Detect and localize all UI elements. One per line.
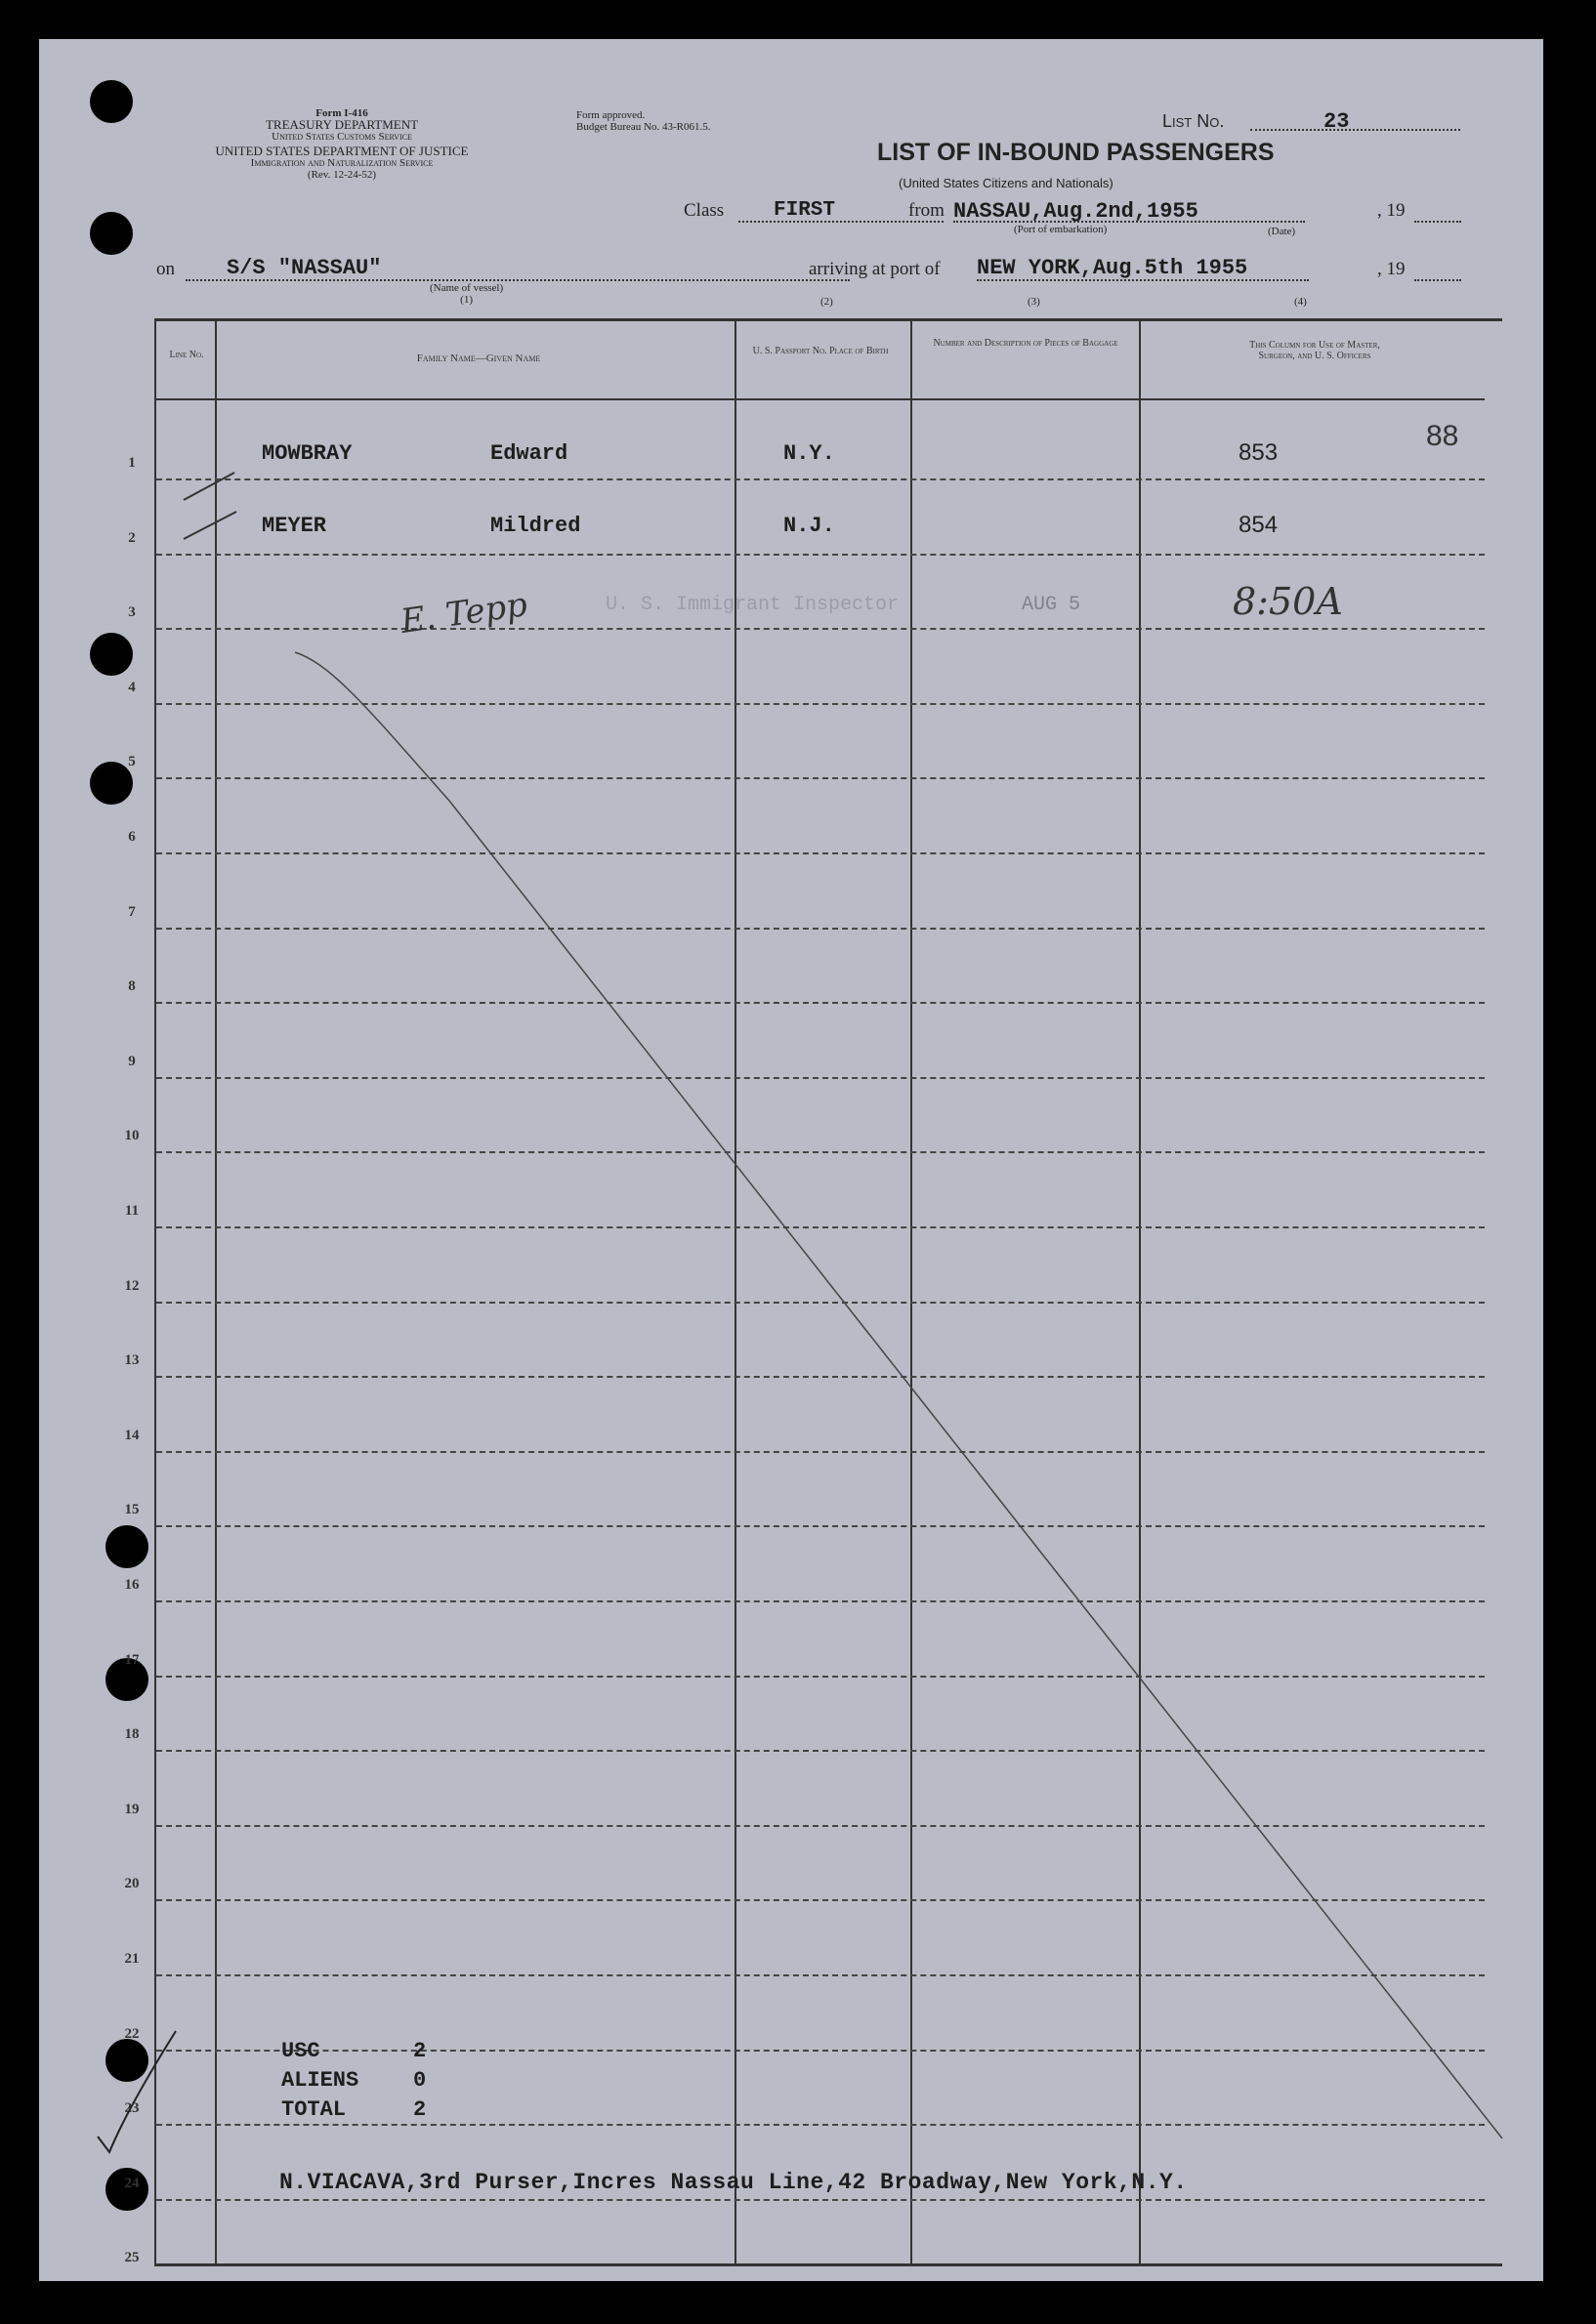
line-number-17: 17	[124, 1651, 140, 1668]
column-number-2: (2)	[820, 296, 833, 308]
vessel-name: S/S "NASSAU"	[227, 256, 382, 280]
passenger-2-family: MEYER	[262, 514, 327, 538]
manifest-page	[39, 39, 1543, 2281]
class-label: Class	[684, 200, 725, 221]
column-number-1: (1)	[460, 294, 473, 306]
line-number-15: 15	[124, 1502, 140, 1518]
form-header	[156, 107, 527, 181]
line-number-3: 3	[128, 604, 136, 621]
line-number-16: 16	[124, 1577, 140, 1593]
line-number-24: 24	[124, 2175, 140, 2191]
customs-service: United States Customs Service	[272, 131, 412, 143]
punch-hole	[105, 1525, 148, 1568]
passenger-1-family: MOWBRAY	[262, 441, 353, 466]
row-rule	[156, 1002, 1485, 1004]
line-number-22: 22	[124, 2025, 140, 2042]
row-rule	[156, 1750, 1485, 1752]
passenger-1-officer-no: 853	[1239, 439, 1279, 466]
list-number: 23	[1323, 109, 1350, 134]
port-embarkation-caption: (Port of embarkation)	[1014, 224, 1108, 235]
form-revision: (Rev. 12-24-52)	[307, 169, 377, 181]
date-caption: (Date)	[1268, 226, 1296, 237]
row-rule	[156, 1676, 1485, 1678]
year-suffix: , 19	[1377, 200, 1406, 221]
row-rule	[156, 1899, 1485, 1901]
line-number-1: 1	[128, 455, 136, 471]
list-subtitle: (United States Citizens and Nationals)	[899, 176, 1113, 190]
totals-usc	[281, 2037, 426, 2066]
arriving-label: arriving at port of	[809, 259, 941, 279]
header-line-no: Line No.	[169, 350, 204, 360]
totals-label: ALIENS	[281, 2068, 359, 2093]
row-rule	[156, 1151, 1485, 1153]
punch-hole	[90, 80, 133, 123]
line-number-6: 6	[128, 829, 136, 845]
table-left-rule	[154, 318, 156, 2264]
line-number-14: 14	[124, 1427, 140, 1443]
vessel-caption	[430, 282, 503, 306]
from-value: NASSAU,Aug.2nd,1955	[953, 199, 1198, 224]
row-rule	[156, 1077, 1485, 1079]
row-rule	[156, 1376, 1485, 1378]
table-bottom-rule	[154, 2263, 1502, 2266]
side-mark: 88	[1426, 420, 1459, 452]
check-mark-line-1	[184, 473, 234, 500]
line-number-20: 20	[124, 1876, 140, 1892]
totals-block	[281, 2037, 426, 2125]
passenger-2-officer-no: 854	[1239, 512, 1279, 538]
on-label: on	[156, 259, 175, 279]
check-mark-line-2	[184, 512, 236, 539]
form-approved: Form approved.	[576, 109, 646, 121]
row-rule	[156, 852, 1485, 854]
void-strike-line	[39, 39, 1543, 2281]
void-strike-path	[295, 652, 1502, 2138]
totals-value: 0	[413, 2068, 427, 2093]
year-suffix: , 19	[1377, 259, 1406, 279]
row-rule	[156, 1525, 1485, 1527]
row-rule	[156, 1226, 1485, 1228]
class-value: FIRST	[774, 199, 836, 222]
line-number-8: 8	[128, 978, 136, 995]
list-title: LIST OF IN-BOUND PASSENGERS	[877, 139, 1275, 166]
passenger-2-place: N.J.	[783, 514, 835, 538]
list-number-underline	[1250, 129, 1460, 131]
passport-rule	[910, 318, 912, 2264]
check-marks	[176, 430, 313, 566]
year-underline	[1414, 221, 1461, 223]
line-number-13: 13	[124, 1352, 140, 1369]
inspector-stamp: U. S. Immigrant Inspector	[606, 594, 900, 616]
totals-label: USC	[281, 2039, 320, 2063]
stamp-date: AUG 5	[1022, 594, 1081, 616]
baggage-rule	[1139, 318, 1141, 2264]
row-rule	[156, 628, 1485, 630]
row-rule	[156, 703, 1485, 705]
immigration-service: Immigration and Naturalization Service	[250, 157, 434, 169]
table-top-rule	[154, 318, 1502, 321]
row-rule	[156, 1600, 1485, 1602]
column-number-3: (3)	[1028, 296, 1040, 308]
time-note: 8:50A	[1233, 580, 1343, 623]
row-rule	[156, 2199, 1485, 2201]
totals-aliens	[281, 2066, 426, 2096]
line-number-11: 11	[124, 1203, 140, 1219]
row-rule	[156, 1974, 1485, 1976]
row-rule	[156, 478, 1485, 480]
line-number-rule	[215, 318, 217, 2264]
row-rule	[156, 1825, 1485, 1827]
line-number-9: 9	[128, 1053, 136, 1069]
row-rule	[156, 928, 1485, 930]
arrival-value: NEW YORK,Aug.5th 1955	[977, 256, 1248, 280]
line-number-23: 23	[124, 2100, 140, 2117]
header-bottom-rule	[156, 398, 1485, 400]
line-number-5: 5	[128, 754, 136, 770]
row-rule	[156, 1451, 1485, 1453]
header-baggage: Number and Description of Pieces of Baggage	[933, 338, 1118, 349]
header-officers: This Column for Use of Master, Surgeon, and U. S. Officers	[1249, 340, 1380, 361]
line-number-7: 7	[128, 903, 136, 920]
department-name: TREASURY DEPARTMENT	[265, 117, 419, 132]
budget-bureau: Budget Bureau No. 43-R061.5.	[576, 121, 711, 133]
line-number-2: 2	[128, 529, 136, 546]
column-number-4: (4)	[1294, 296, 1307, 308]
justice-department: UNITED STATES DEPARTMENT OF JUSTICE	[215, 144, 469, 158]
year-underline	[1414, 279, 1461, 281]
passenger-2-given: Mildred	[490, 514, 581, 538]
punch-hole	[105, 2039, 148, 2082]
purser-signature-line: N.VIACAVA,3rd Purser,Incres Nassau Line,42 Broadway,New York,N.Y.	[279, 2170, 1188, 2195]
punch-hole	[90, 212, 133, 255]
punch-hole	[90, 633, 133, 676]
line-number-25: 25	[124, 2250, 140, 2266]
totals-value: 2	[413, 2039, 427, 2063]
row-rule	[156, 777, 1485, 779]
form-number: Form I-416	[315, 107, 368, 119]
passenger-1-given: Edward	[490, 441, 568, 466]
row-rule	[156, 554, 1485, 556]
from-label: from	[908, 200, 945, 221]
totals-label: TOTAL	[281, 2097, 347, 2122]
line-number-19: 19	[124, 1801, 140, 1817]
passenger-1-place: N.Y.	[783, 441, 835, 466]
totals-total	[281, 2096, 426, 2125]
vessel-caption-text: (Name of vessel)	[430, 282, 504, 294]
row-rule	[156, 1302, 1485, 1304]
header-passport: U. S. Passport No. Place of Birth	[752, 346, 889, 356]
line-number-12: 12	[124, 1277, 140, 1294]
approval-block	[576, 109, 710, 133]
header-name: Family Name—Given Name	[416, 353, 541, 364]
inspector-signature: E. Tepp	[398, 585, 530, 642]
line-number-21: 21	[124, 1951, 140, 1967]
list-number-label: List No.	[1162, 111, 1225, 131]
totals-value: 2	[413, 2097, 427, 2122]
line-number-10: 10	[124, 1128, 140, 1144]
line-number-4: 4	[128, 679, 136, 695]
line-number-18: 18	[124, 1726, 140, 1743]
